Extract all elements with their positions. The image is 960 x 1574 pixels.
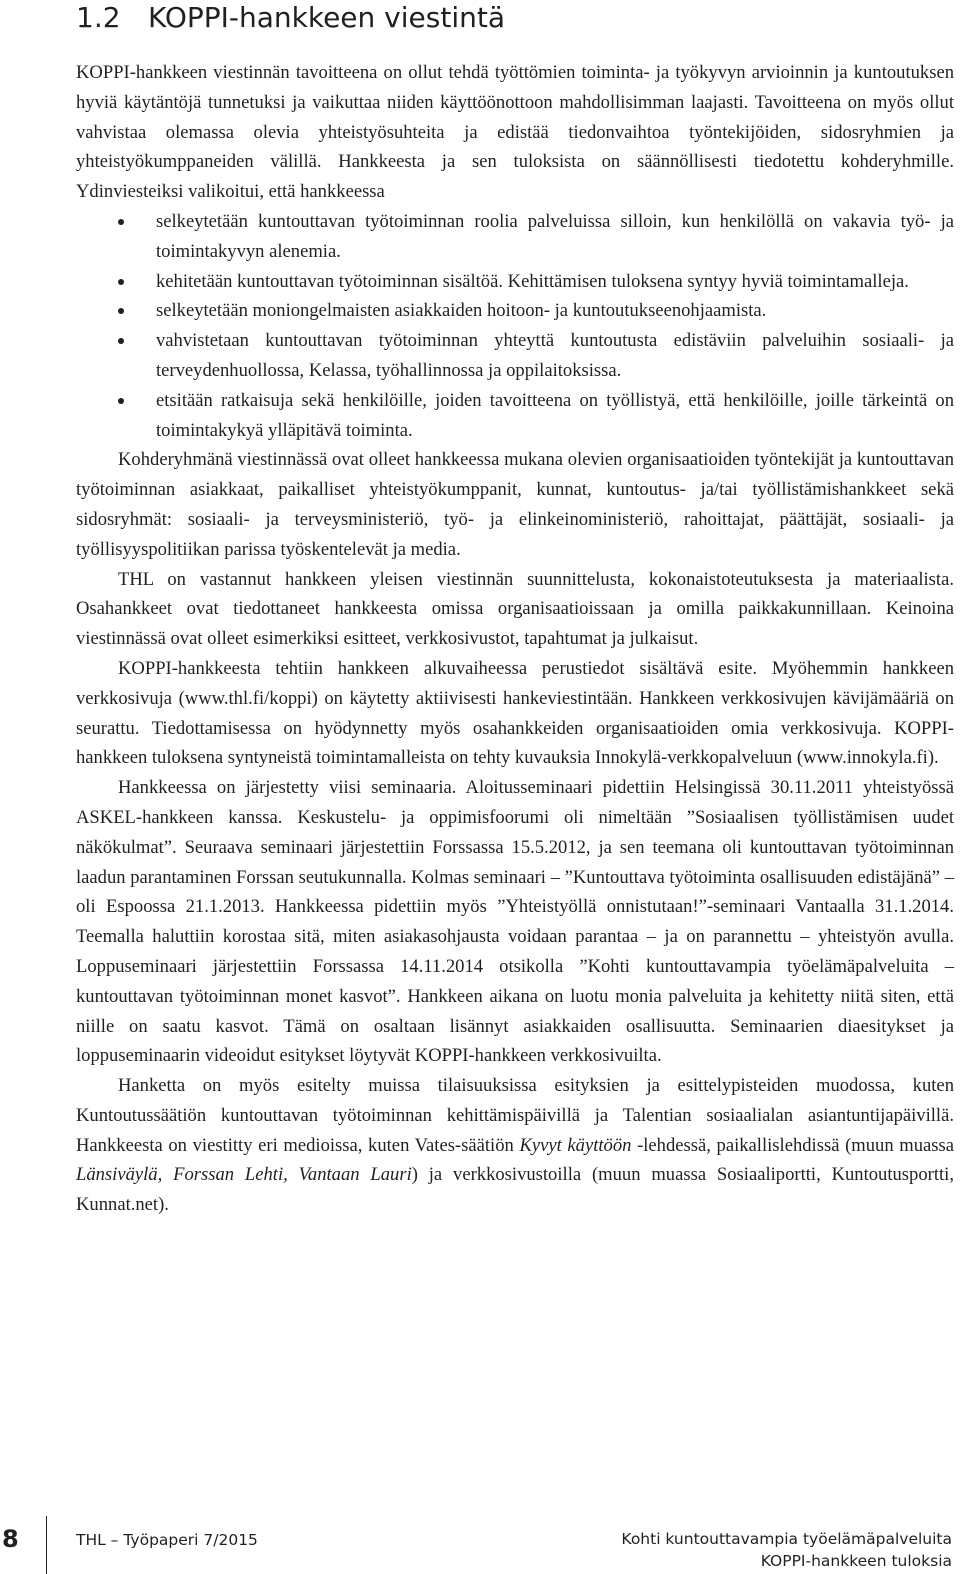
section-heading xyxy=(76,0,505,36)
list-item xyxy=(76,267,954,297)
media-text-2: -lehdessä, paikallislehdissä (muun muassa xyxy=(631,1134,955,1156)
list-item xyxy=(76,296,954,326)
bullet-icon xyxy=(118,308,124,314)
publication-reference: THL – Työpaperi 7/2015 xyxy=(76,1531,258,1549)
list-item-text: vahvistetaan kuntouttavan työtoiminnan yhteyttä kuntoutusta edistäviin palveluihin sosiaali- ja terveydenhuollossa, Kelassa, työhallinnossa ja oppilaitoksissa. xyxy=(156,330,954,381)
list-item-text: etsitään ratkaisuja sekä henkilöille, joiden tavoitteena on työllistyä, että henkilöille, joille tärkeintä on toimintakykyä ylläpitävä toiminta. xyxy=(156,389,954,441)
core-message-list xyxy=(76,207,954,445)
bullet-icon xyxy=(118,219,124,225)
running-title xyxy=(621,1528,952,1572)
intro-paragraph: KOPPI-hankkeen viestinnän tavoitteena on ollut tehdä työttömien toiminta- ja työkyvyn arvioinnin ja kuntoutuksen hyviä käytäntöjä tunnetuksi ja vaikuttaa niiden käyttöönottoon mahdollisimman laajasti. Tavoitteena on myös ollut vahvistaa olemassa olevia yhteistyösuhteita ja edistää tiedonvaihtoa työntekijöiden, sidosryhmien ja yhteistyökumppaneiden välillä. Hankkeesta ja sen tuloksista on säännöllisesti tiedotettu kohderyhmille. Ydinviesteiksi valikoitui, että hankkeessa xyxy=(76,62,954,203)
page-footer xyxy=(0,1516,960,1574)
list-item xyxy=(76,207,954,267)
media-text-1: Hanketta on myös esitelty muissa tilaisuuksissa esityksien ja esittelypisteiden muodossa, kuten Kuntoutussäätiön kuntouttavan työtoiminnan kehittämispäivillä ja Talentian sosiaalialan asiantuntijapäivillä. Hankkeesta on viestitty eri medioissa, kuten Vates-säätiön xyxy=(76,1075,954,1156)
page-number: 8 xyxy=(2,1525,19,1553)
media-text-3: ) ja verkkosivustoilla (muun muassa Sosiaaliportti, Kuntoutusportti, Kunnat.net). xyxy=(76,1164,954,1216)
body-text xyxy=(76,58,954,1220)
footer-divider xyxy=(46,1516,47,1574)
seminars-paragraph: Hankkeessa on järjestetty viisi seminaaria. Aloitusseminaari pidettiin Helsingissä 30.11.2011 yhteistyössä ASKEL-hankkeen kanssa. Keskustelu- ja oppimisfoorumi oli nimeltään ”Sosiaalisen työllistämisen uudet näkökulmat”. Seuraava seminaari järjestettiin Forssassa 15.5.2012, ja sen teemana oli kuntouttavan työtoiminnan laadun parantaminen Forssan seutukunnalla. Kolmas seminaari – ”Kuntouttava työtoiminta osallisuuden edistäjänä” – oli Espoossa 21.1.2013. Hankkeessa pidettiin myös ”Yhteistyöllä onnistutaan!”-seminaari Vantaalla 31.1.2014. Teemalla haluttiin korostaa sitä, miten asiakasohjausta voidaan parantaa – ja on parannettu – yhteistyön avulla. Loppuseminaari järjestettiin Forssassa 14.11.2014 otsikolla ”Kohti kuntouttavampia työelämäpalveluita – kuntouttavan työtoiminnan monet kasvot”. Hankkeen aikana on luotu monia palveluita ja kehitetty niitä siten, että niille on saatu kasvot. Tämä on osaltaan lisännyt asiakkaiden osallisuutta. Seminaarien diaesitykset ja loppuseminaarin videoidut esitykset löytyvät KOPPI-hankkeen verkkosivuilta. xyxy=(76,777,954,1067)
bullet-icon xyxy=(118,398,124,404)
bullet-icon xyxy=(118,279,124,285)
newspaper-titles: Länsiväylä, Forssan Lehti, Vantaan Lauri xyxy=(76,1164,412,1186)
magazine-title: Kyvyt käyttöön xyxy=(519,1134,632,1156)
running-title-line-1: Kohti kuntouttavampia työelämäpalveluita xyxy=(621,1530,952,1548)
list-item xyxy=(76,326,954,386)
list-item xyxy=(76,386,954,446)
media-paragraph xyxy=(76,1071,954,1220)
running-title-line-2: KOPPI-hankkeen tuloksia xyxy=(760,1552,952,1570)
section-number: 1.2 xyxy=(76,1,121,34)
list-item-text: selkeytetään kuntouttavan työtoiminnan roolia palveluissa silloin, kun henkilöllä on vakavia työ- ja toimintakyvyn alenemia. xyxy=(156,210,954,262)
list-item-text: selkeytetään moniongelmaisten asiakkaiden hoitoon- ja kuntoutukseenohjaamista. xyxy=(156,300,767,322)
target-groups-paragraph: Kohderyhmänä viestinnässä ovat olleet hankkeessa mukana olevien organisaatioiden työntekijät ja kuntouttavan työtoiminnan asiakkaat, paikalliset yhteistyökumppanit, kunnat, kuntoutus- ja/tai työllistämishankkeet sekä sidosryhmät: sosiaali- ja terveysministeriö, työ- ja elinkeinoministeriö, rahoittajat, päättäjät, sosiaali- ja työllisyyspolitiikan parissa työskentelevät ja media. xyxy=(76,449,954,560)
thl-responsibility-paragraph: THL on vastannut hankkeen yleisen viestinnän suunnittelusta, kokonaistoteutuksesta ja materiaalista. Osahankkeet ovat tiedottaneet hankkeesta omissa organisaatioissaan ja omilla paikkakunnillaan. Keinoina viestinnässä ovat olleet esimerkiksi esitteet, verkkosivustot, tapahtumat ja julkaisut. xyxy=(76,568,954,650)
list-item-text: kehitetään kuntouttavan työtoiminnan sisältöä. Kehittämisen tuloksena syntyy hyviä toimintamalleja. xyxy=(156,270,909,292)
bullet-icon xyxy=(118,338,124,344)
section-title: KOPPI-hankkeen viestintä xyxy=(148,1,505,34)
website-paragraph: KOPPI-hankkeesta tehtiin hankkeen alkuvaiheessa perustiedot sisältävä esite. Myöhemmin hankkeen verkkosivuja (www.thl.fi/koppi) on käytetty aktiivisesti hankeviestintään. Hankkeen verkkosivujen kävijämääriä on seurattu. Tiedottamisessa on hyödynnetty myös osahankkeiden organisaatioiden omia verkkosivuja. KOPPI-hankkeen tuloksena syntyneistä toimintamalleista on tehty kuvauksia Innokylä-verkkopalveluun (www.innokyla.fi). xyxy=(76,657,954,769)
